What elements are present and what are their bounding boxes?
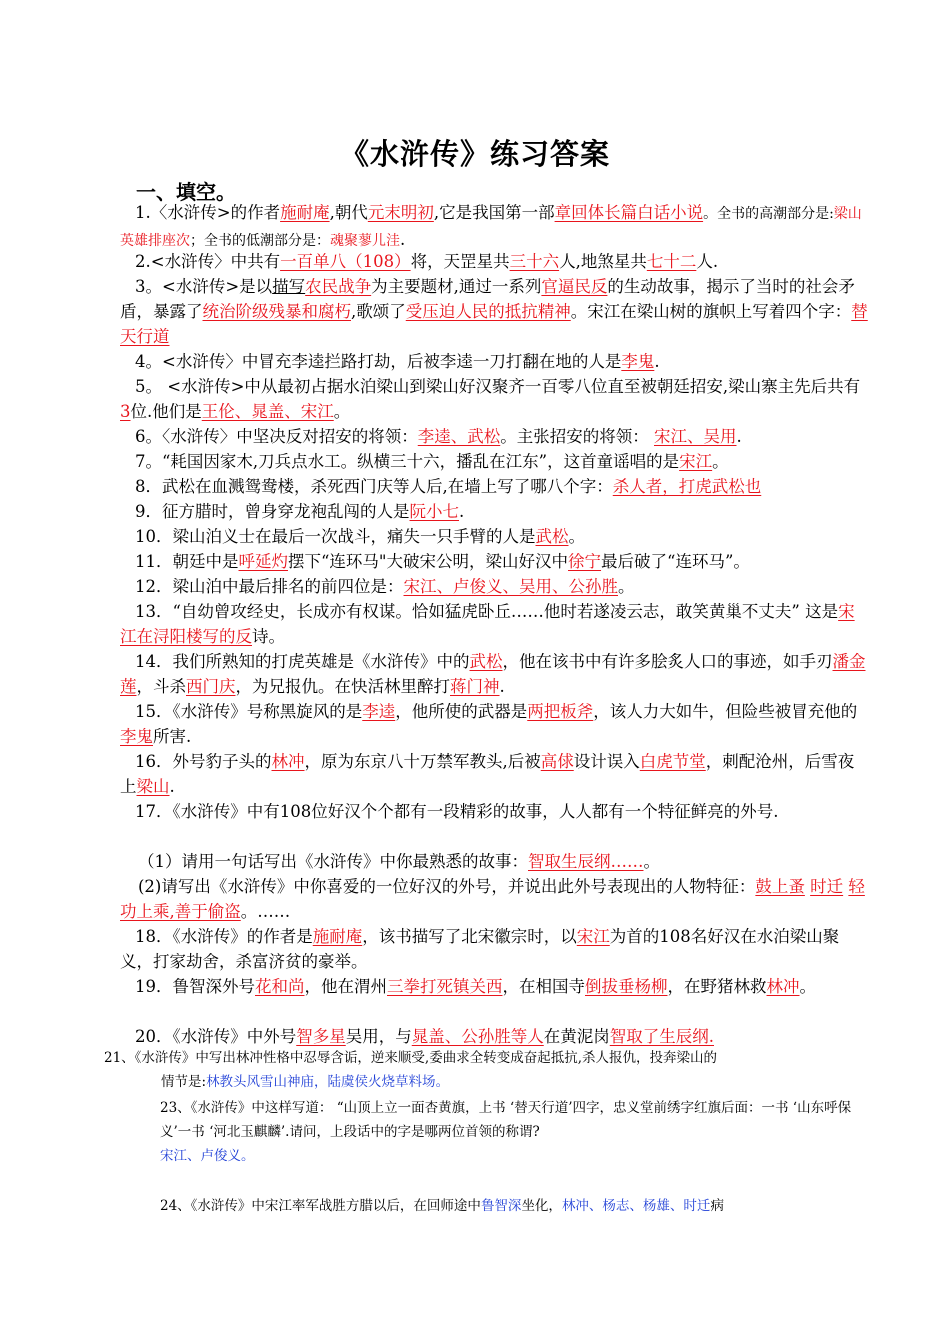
question-8: 8．武松在血溅鸳鸯楼，杀死西门庆等人后,在墙上写了哪八个字：杀人者，打虎武松也 [135,477,762,496]
question-18: 18．《水浒传》的作者是施耐庵，该书描写了北宋徽宗时，以宋江为首的108名好汉在水泊梁山聚义，打家劫舍，杀富济贫的豪举。 [120,927,840,971]
question-3: 3。<水浒传>是以描写农民战争为主要题材,通过一系列官逼民反的生动故事，揭示了当时的社会矛盾，暴露了统治阶级残暴和腐朽,歌颂了受压迫人民的抵抗精神。宋江在梁山树的旗帜上写着四个字：替天行道 [120,277,868,346]
question-20: 20．《水浒传》中外号智多星吴用，与晁盖、公孙胜等人在黄泥岗智取了生辰纲. [135,1027,714,1046]
question-17-part-2: (2)请写出《水浒传》中你喜爱的一位好汉的外号，并说出此外号表现出的人物特征：鼓上蚤 时迁 轻功上乘,善于偷盗。…… [120,877,865,921]
section-heading: 一、填空。 [136,180,236,204]
question-10: 10．梁山泊义士在最后一次战斗，痛失一只手臂的人是武松。 [135,527,585,546]
question-13: 13．“自幼曾攻经史，长成亦有权谋。恰如猛虎卧丘……他时若遂凌云志，敢笑黄巢不丈夫” 这是宋江在浔阳楼写的反诗。 [120,602,855,646]
question-24: 24、《水浒传》中宋江率军战胜方腊以后，在回师途中鲁智深坐化，林冲、杨志、杨雄、时迁病 [160,1198,724,1214]
question-5: 5。 <水浒传>中从最初占据水泊梁山到梁山好汉聚齐一百零八位直至被朝廷招安,梁山寨主先后共有3位.他们是王伦、晁盖、宋江。 [120,377,861,421]
question-14: 14．我们所熟知的打虎英雄是《水浒传》中的武松，他在该书中有许多脍炙人口的事迹，如手刃潘金莲，斗杀西门庆，为兄报仇。在快活林里醉打蒋门神. [120,652,866,696]
question-9: 9．征方腊时，曾身穿龙袍乱闯的人是阮小七. [135,502,465,521]
question-11: 11．朝廷中是呼延灼摆下“连环马"大破宋公明，梁山好汉中徐宁最后破了“连环马”。 [135,552,750,571]
question-2: 2.<水浒传〉中共有一百单八（108）将，天罡星共三十六人,地煞星共七十二人. [135,252,719,271]
question-23: 23、《水浒传》中这样写道： “山顶上立一面杏黄旗，上书 ‘替天行道’四字，忠义堂前绣字红旗后面：一书 ‘山东呼保义’一书 ‘河北玉麒麟’.请问，上段话中的字是哪两位首领的称谓? 宋江、卢俊义。 [160,1100,852,1164]
question-4: 4。<水浒传〉中冒充李逵拦路打劫，后被李逵一刀打翻在地的人是李鬼. [135,352,660,371]
question-1: 1.〈水浒传>的作者施耐庵,朝代元末明初,它是我国第一部章回体长篇白话小说。全书的高潮部分是:梁山英雄排座次；全书的低潮部分是：魂聚蓼儿洼. [120,203,862,249]
question-12: 12．梁山泊中最后排名的前四位是：宋江、卢俊义、吴用、公孙胜。 [135,577,635,596]
question-16: 16．外号豹子头的林冲，原为东京八十万禁军教头,后被高俅设计误入白虎节堂，刺配沧州，后雪夜上梁山. [120,752,855,796]
question-21: 21、《水浒传》中写出林冲性格中忍辱含诟，逆来顺受,委曲求全转变成奋起抵抗,杀人报仇，投奔梁山的 情节是:林教头风雪山神庙，陆虞侯火烧草料场。 [104,1050,718,1090]
question-17: 17．《水浒传》中有108位好汉个个都有一段精彩的故事，人人都有一个特征鲜亮的外号. [135,802,779,821]
question-19: 19．鲁智深外号花和尚，他在渭州三拳打死镇关西，在相国寺倒拔垂杨柳，在野猪林救林冲。 [135,977,816,996]
question-15: 15．《水浒传》号称黑旋风的是李逵，他所使的武器是两把板斧，该人力大如牛，但险些被冒充他的李鬼所害. [120,702,858,746]
page-title: 《水浒传》练习答案 [339,137,610,171]
question-6: 6。〈水浒传〉中坚决反对招安的将领：李逵、武松。主张招安的将领： 宋江、吴用. [135,427,742,446]
question-7: 7。“耗国因家木,刀兵点水工。纵横三十六，播乱在江东”，这首童谣唱的是宋江。 [135,452,729,471]
question-17-part-1: （1）请用一句话写出《水浒传》中你最熟悉的故事：智取生辰纲……。 [138,852,660,871]
